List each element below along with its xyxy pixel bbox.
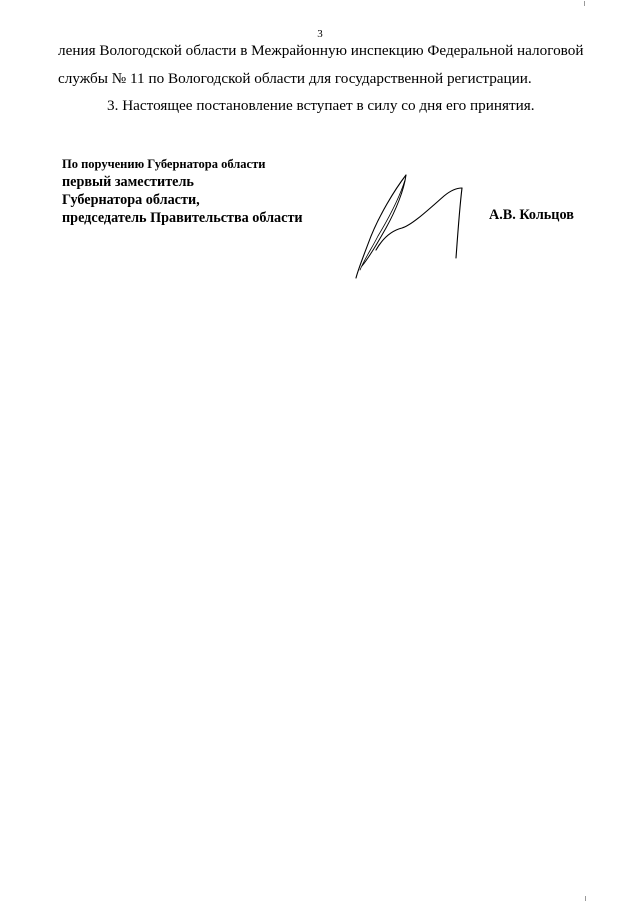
- signer-title-line-1: первый заместитель: [62, 174, 194, 190]
- page-number: 3: [317, 28, 323, 40]
- signer-name: А.В. Кольцов: [489, 207, 574, 223]
- scan-mark-top: [584, 1, 585, 6]
- body-text-line-1: ления Вологодской области в Межрайонную инспекцию Федеральной налоговой: [58, 42, 584, 59]
- paragraph-effective-date: 3. Настоящее постановление вступает в силу со дня его принятия.: [107, 97, 535, 114]
- signer-title-line-2: Губернатора области,: [62, 192, 200, 208]
- signature-block: [62, 156, 303, 227]
- handwritten-signature: [350, 170, 475, 282]
- scan-mark-bottom: [585, 896, 586, 901]
- body-text-line-2: службы № 11 по Вологодской области для государственной регистрации.: [58, 70, 532, 87]
- on-behalf-label: По поручению Губернатора области: [62, 157, 266, 171]
- signer-title-line-3: председатель Правительства области: [62, 210, 303, 226]
